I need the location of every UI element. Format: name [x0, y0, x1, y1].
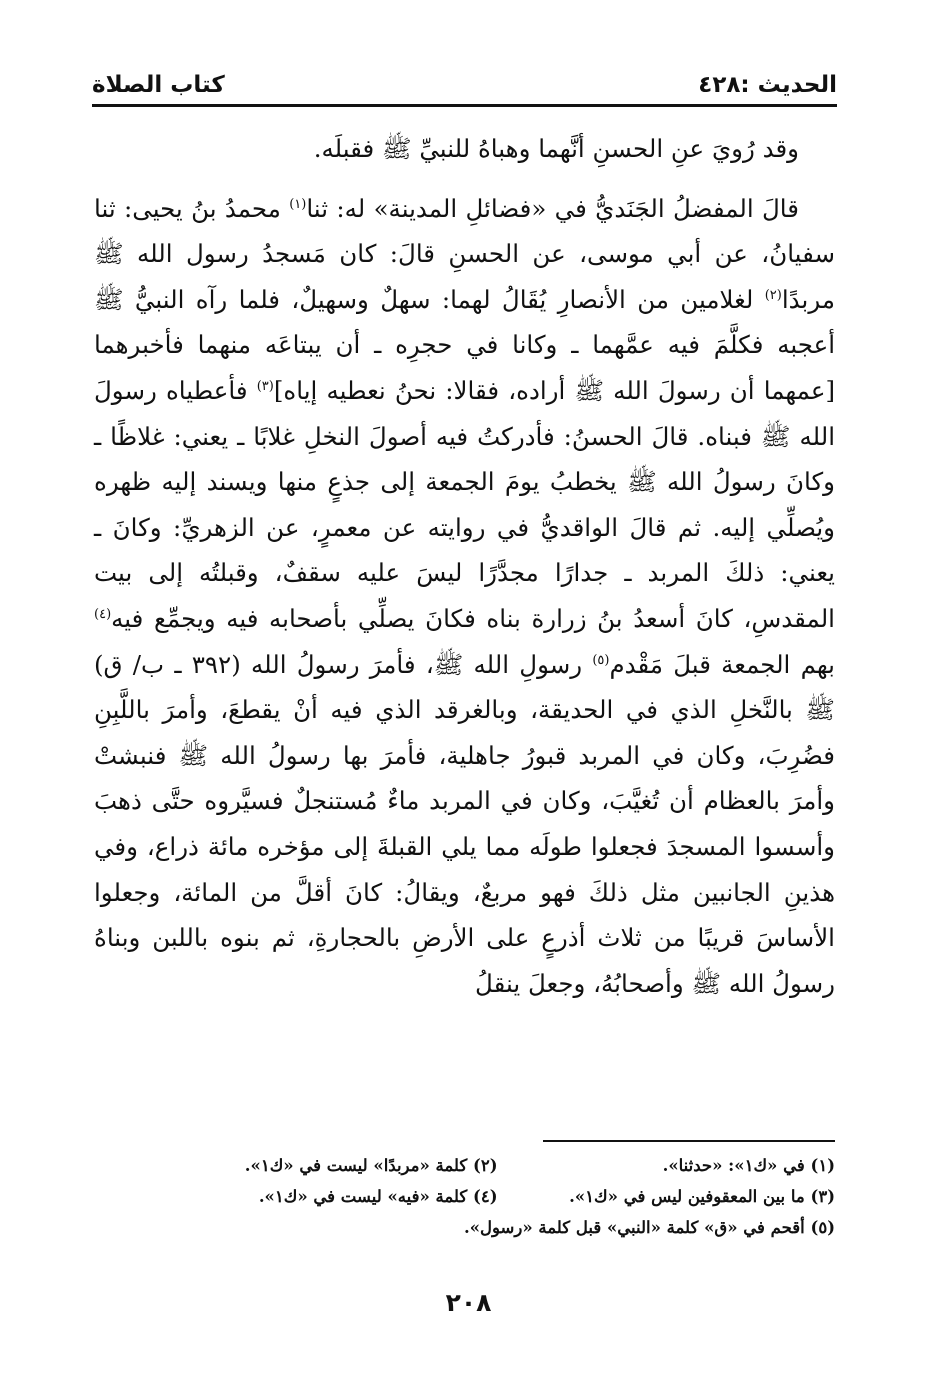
running-header — [92, 68, 837, 102]
footnote-row — [160, 1181, 835, 1212]
footnote-1: (١) في «ك١»: «حدثنا». — [662, 1156, 835, 1175]
text-segment: لغلامين من الأنصارِ يُقَالُ لهما: سهلٌ وسهيلٌ، فلما رآه النبيُّ ﷺ أعجبه فكلَّمَ فيه عمَّهما ـ وكانا في حجرِه ـ أن يبتاعَه منهما فأخبرهما [عمهما أن رسولَ الله ﷺ أراده، فقالا: نحنُ نعطيه إياه] — [94, 284, 835, 405]
footnote-row — [160, 1212, 835, 1243]
text-segment: بهم الجمعة قبلَ مَقْدم — [609, 649, 835, 679]
footnotes — [160, 1150, 835, 1243]
page-number: ٢٠٨ — [445, 1288, 492, 1317]
footnote-marker-4[interactable]: (٤) — [94, 606, 112, 622]
footnote-marker-5[interactable]: (٥) — [592, 652, 610, 668]
text-segment: محمدُ بنُ يحيى: ثنا سفيانُ، عن أبي موسى، عن الحسنِ قالَ: كان مَسجدُ رسول الله ﷺ مربدًا — [94, 193, 835, 314]
header-book-title: كتاب الصلاة — [92, 72, 225, 98]
footnote-5: (٥) أقحم في «ق» كلمة «النبي» قبل كلمة «رسول». — [463, 1218, 835, 1237]
header-section: الحديث :٤٢٨ — [698, 72, 837, 98]
footnote-4: (٤) كلمة «فيه» ليست في «ك١». — [258, 1187, 498, 1206]
header-rule — [92, 104, 837, 107]
footnote-2: (٢) كلمة «مربدًا» ليست في «ك١». — [244, 1156, 498, 1175]
main-text — [94, 126, 835, 1006]
footnote-marker-1[interactable]: (١) — [289, 196, 307, 212]
footnote-rule — [543, 1140, 835, 1142]
footnote-marker-2[interactable]: (٢) — [764, 287, 782, 303]
paragraph-2 — [94, 186, 835, 1007]
paragraph-1: وقد رُويَ عنِ الحسنِ أنَّهما وهباهُ للنبيِّ ﷺ فقبلَه. — [313, 134, 799, 163]
text-segment: قالَ المفضلُ الجَنَديُّ في «فضائلِ المدينة» له: ثنا — [306, 193, 799, 223]
footnote-row — [160, 1150, 835, 1181]
text-segment: رسولِ الله ﷺ، فأمرَ رسولُ الله (٣٩٢ ـ ب/ ق) ﷺ بالنَّخلِ الذي في الحديقة، وبالغرقد الذي فيه أنْ يقطعَ، وأمرَ باللَّبِنِ فضُرِبَ، وكان في المربد قبورُ جاهلية، فأمرَ بها رسولُ الله ﷺ فنبشتْ وأمرَ بالعظام أن تُغيَّبَ، وكان في المربد ماءٌ مُستنجلٌ فسيَّروه حتَّى ذهبَ وأسسوا المسجدَ فجعلوا طولَه مما يلي القبلةَ إلى مؤخره مائة ذراع، وفي هذينِ الجانبين مثل ذلكَ فهو مربعٌ، ويقالُ: كانَ أقلَّ من المائة، وجعلوا الأساسَ قريبًا من ثلاث أذرعٍ على الأرضِ بالحجارةِ، ثم بنوه باللبن وبناهُ رسولُ الله ﷺ وأصحابُهُ، وجعلَ ينقلُ — [94, 649, 835, 998]
footnote-marker-3[interactable]: (٣) — [256, 378, 274, 394]
footnote-3: (٣) ما بين المعقوفين ليس في «ك١». — [569, 1187, 835, 1206]
text-segment: فأعطياه رسولَ الله ﷺ فبناه. قالَ الحسنُ: فأدركتُ فيه أصولَ النخلِ غلابًا ـ يعني: غلاظًا ـ وكانَ رسولُ الله ﷺ يخطبُ يومَ الجمعة إلى جذعٍ منها ويسند إليه ظهره ويُصلِّي إليه. ثم قالَ الواقديُّ في روايته عن معمرٍ، عن الزهريِّ: وكانَ ـ يعني: ذلكَ المربد ـ جدارًا مجدَّرًا ليسَ عليه سقفٌ، وقبلتُه إلى بيت المقدسِ، كانَ أسعدُ بنُ زرارة بناه فكانَ يصلِّي بأصحابه فيه ويجمِّع فيه — [94, 375, 835, 633]
